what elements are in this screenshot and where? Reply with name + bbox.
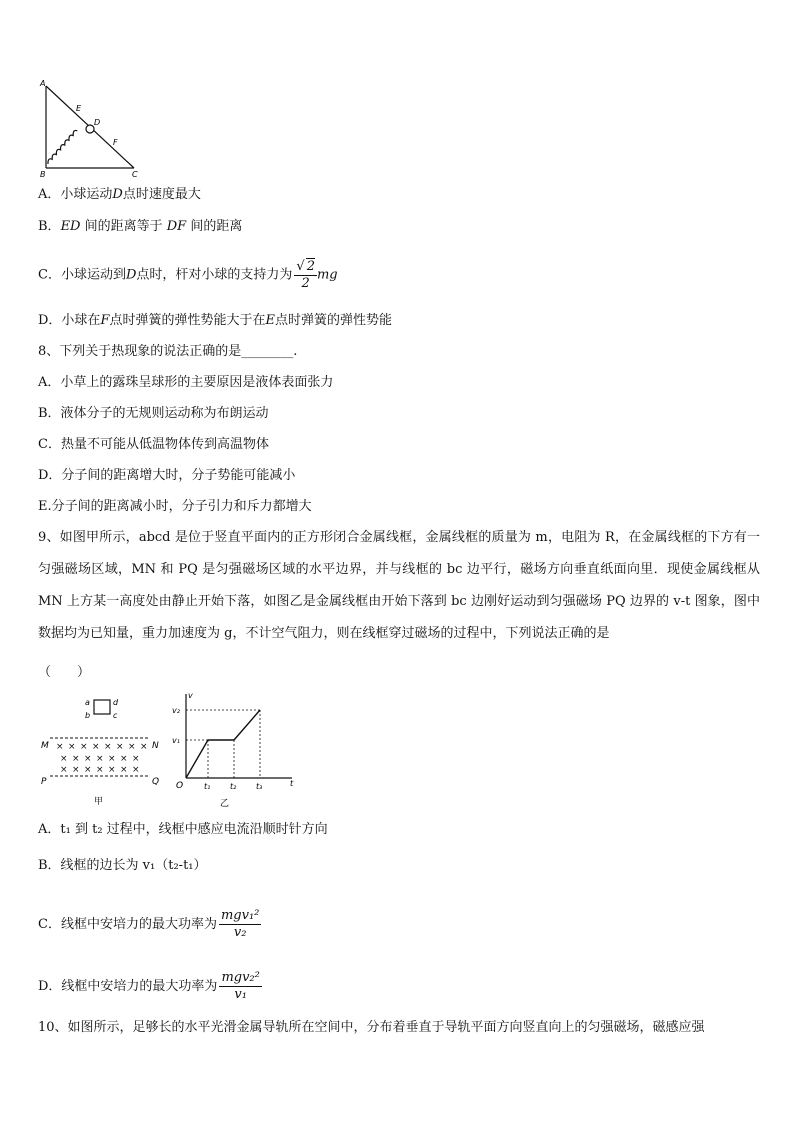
field-cross-mark: ×	[56, 742, 64, 752]
field-cross-mark: ×	[96, 754, 104, 764]
field-cross-mark: ×	[72, 765, 80, 775]
q9-t-axis: t	[290, 779, 294, 788]
q7-option-b: B．ED 间的距离等于 DF 间的距离	[38, 219, 243, 234]
field-cross-mark: ×	[80, 742, 88, 752]
q9-corner-d: d	[113, 698, 119, 707]
q9-t3-label: t₃	[256, 782, 263, 791]
q9-label-n: N	[152, 741, 159, 751]
q10-stem: 10、如图所示，足够长的水平光滑金属导轨所在空间中，分布着垂直于导轨平面方向竖直向上的匀强磁场，磁感应强	[38, 1020, 705, 1035]
field-cross-mark: ×	[84, 765, 92, 775]
q9-t2-label: t₂	[230, 782, 237, 791]
field-cross-mark: ×	[120, 754, 128, 764]
q9-caption-yi: 乙	[220, 799, 230, 809]
q9-label-p: P	[41, 777, 47, 787]
q9-figure-jia	[38, 692, 170, 812]
q9-origin: O	[176, 781, 184, 791]
q9-stem: 9、如图甲所示，abcd 是位于竖直平面内的正方形闭合金属线框，金属线框的质量为 m，电阻为 R，在金属线框的下方有一匀强磁场区域，MN 和 PQ 是匀强磁场区域的水平边界，并与线框的 bc 边平行，磁场方向垂直纸面向里．现使金属线框从 MN 上方某一高度处由静止开始下落，如图乙是金属线框由开始下落到 bc 边刚好运动到匀强磁场 PQ 边界的 v-t 图象，图中数据均为已知量，重力加速度为 g，不计空气阻力，则在线框穿过磁场的过程中，下列说法正确的是	[38, 530, 760, 641]
q9-blank: （ ）	[38, 665, 91, 680]
field-cross-mark: ×	[96, 765, 104, 775]
q9-option-a: A．t₁ 到 t₂ 过程中，线框中感应电流沿顺时针方向	[38, 822, 328, 837]
q9-corner-c: c	[113, 711, 118, 720]
field-cross-mark: ×	[108, 754, 116, 764]
q7-label-a: A	[40, 79, 46, 88]
q7-label-f: F	[113, 138, 118, 147]
q9-figure-yi	[168, 688, 300, 812]
q7-option-d: D．小球在F点时弹簧的弹性势能大于在E点时弹簧的弹性势能	[38, 313, 392, 328]
field-cross-mark: ×	[120, 765, 128, 775]
field-cross-mark: ×	[132, 754, 140, 764]
q7-option-a: A．小球运动D点时速度最大	[38, 187, 201, 202]
field-cross-mark: ×	[60, 765, 68, 775]
q9-label-q: Q	[152, 777, 160, 787]
field-cross-mark: ×	[140, 742, 148, 752]
field-cross-mark: ×	[132, 765, 140, 775]
field-cross-mark: ×	[72, 754, 80, 764]
q7-label-d: D	[94, 118, 101, 127]
field-cross-mark: ×	[104, 742, 112, 752]
field-cross-mark: ×	[68, 742, 76, 752]
q9-c-fraction: $\frac{\text{mgv₁²}}{\text{v₂}}$	[220, 908, 260, 940]
field-cross-mark: ×	[108, 765, 116, 775]
field-cross-mark: ×	[116, 742, 124, 752]
q8-option-c: C．热量不可能从低温物体传到高温物体	[38, 437, 269, 452]
q9-caption-jia: 甲	[94, 797, 104, 807]
q7-label-c: C	[132, 170, 138, 179]
q9-v2-label: v₂	[172, 706, 180, 715]
q8-option-d: D．分子间的距离增大时，分子势能可能减小	[38, 468, 296, 483]
q9-d-fraction: $\frac{\text{mgv₂²}}{\text{v₁}}$	[221, 970, 260, 1002]
q8-option-b: B．液体分子的无规则运动称为布朗运动	[38, 406, 269, 421]
field-cross-mark: ×	[128, 742, 136, 752]
q9-v-axis: v	[188, 691, 193, 700]
q7-label-e: E	[76, 104, 82, 113]
q9-label-m: M	[41, 741, 49, 751]
q9-vt-curve	[186, 710, 260, 778]
q8-stem: 8、下列关于热现象的说法正确的是________.	[38, 344, 298, 359]
q7-c-fraction: $\frac{√ 2}{2}$	[296, 259, 315, 291]
field-cross-mark: ×	[84, 754, 92, 764]
q7-figure	[38, 76, 148, 180]
q8-option-a: A．小草上的露珠呈球形的主要原因是液体表面张力	[38, 375, 334, 390]
q9-corner-b: b	[85, 711, 91, 720]
q9-v1-label: v₁	[172, 736, 180, 745]
q9-t1-label: t₁	[204, 782, 211, 791]
q9-field-crosses	[56, 742, 148, 775]
q9-option-b: B．线框的边长为 v₁（t₂-t₁）	[38, 858, 207, 873]
q7-option-c: C．小球运动到D点时，杆对小球的支持力为 $\frac{√ 2}{2}$ mg	[38, 259, 338, 291]
q9-option-c: C．线框中安培力的最大功率为 $\frac{\text{mgv₁²}}{\text{v₂}}$	[38, 908, 260, 940]
q8-option-e: E.分子间的距离减小时，分子引力和斥力都增大	[38, 499, 312, 514]
field-cross-mark: ×	[92, 742, 100, 752]
field-cross-mark: ×	[60, 754, 68, 764]
q9-corner-a: a	[85, 698, 90, 707]
q9-option-d: D．线框中安培力的最大功率为 $\frac{\text{mgv₂²}}{\text{v₁}}$	[38, 970, 260, 1002]
q7-label-b: B	[40, 170, 46, 179]
